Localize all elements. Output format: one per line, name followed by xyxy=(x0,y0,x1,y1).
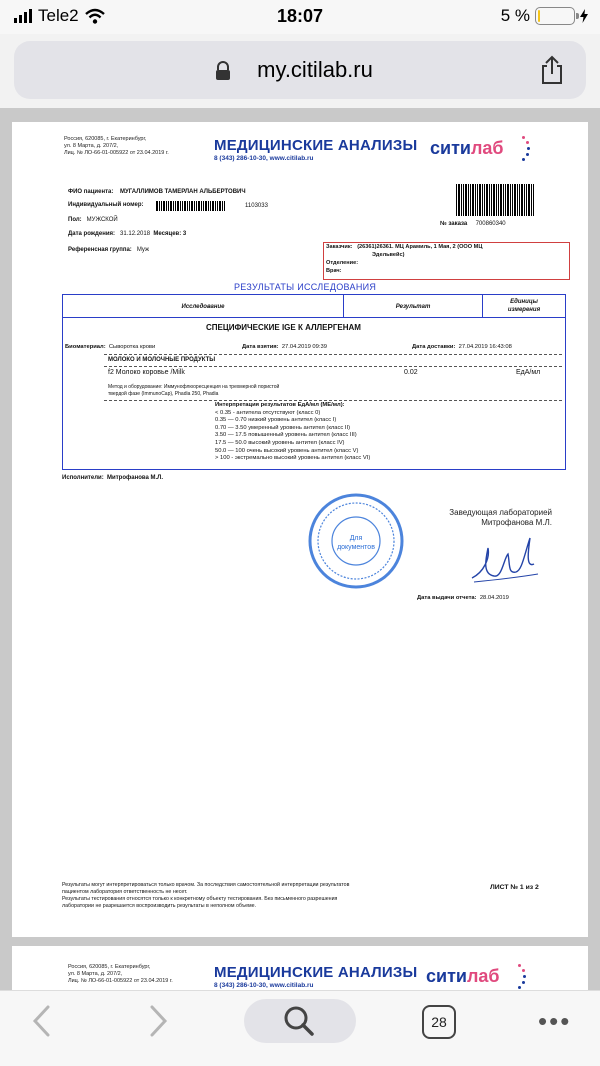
barcode-bar xyxy=(187,201,188,211)
barcode-bar xyxy=(180,201,181,211)
barcode-bar xyxy=(533,184,534,216)
barcode-bar xyxy=(224,201,225,211)
barcode-bar xyxy=(500,184,502,216)
lab-address: Россия, 620085, г. Екатеринбург, ул. 8 Марта, д. 207/2, Лиц. № ЛО-66-01-005922 от 23.04.2019 г. xyxy=(64,136,169,156)
test-result: 0.02 xyxy=(404,369,418,376)
barcode-bar xyxy=(205,201,207,211)
barcode-bar xyxy=(531,184,532,216)
birth-row: Дата рождения: 31.12.2018 Месяцев: 3 xyxy=(68,231,187,237)
pdf-viewer[interactable] xyxy=(0,108,600,990)
barcode-bar xyxy=(161,201,162,211)
barcode-bar xyxy=(166,201,167,211)
barcode-bar xyxy=(519,184,520,216)
customer-info: Заказчик: (26361)26361. МЦ Арамиль, 1 Мая, 2 (ООО МЦ Эдельвейс) Отделение: Врач: xyxy=(326,244,483,274)
barcode-bar xyxy=(217,201,218,211)
forward-icon[interactable] xyxy=(146,1003,170,1039)
barcode-bar xyxy=(486,184,488,216)
order-row: № заказа 700860340 xyxy=(440,221,506,227)
test-name: f2 Молоко коровье /Milk xyxy=(108,369,185,376)
citilab-logo-2: ситилаб xyxy=(426,966,500,986)
interpretation-block: Интерпретация результатов ЕдА/мл (МЕ/мл): < 0.35 - антитела отсутствуют (класс 0) 0.35 — 0.70 низкий уровень антител (класс I) 0.70 — 3.50 умеренный уровень антител (класс II) 3.50 — 17.5 повышенный уровень антител (класс III) 17.5 — 50.0 высокий уровень антител (класс IV) 50.0 — 100 очень высокий уровень антител (класс V) > 100 - экстремально высокий уровень антител (класс VI) xyxy=(215,402,371,462)
battery-percent: 5 % xyxy=(500,6,530,25)
report-page-2 xyxy=(12,946,588,990)
logo-dots-icon-2 xyxy=(516,964,526,988)
barcode-bar xyxy=(484,184,485,216)
results-title: РЕЗУЛЬТАТЫ ИССЛЕДОВАНИЯ xyxy=(234,282,377,292)
col-result: Результат xyxy=(395,304,431,310)
individual-number: 1103033 xyxy=(245,203,268,209)
back-icon[interactable] xyxy=(30,1003,54,1039)
carrier-name: Tele2 xyxy=(38,6,79,25)
share-icon[interactable] xyxy=(538,55,566,85)
barcode-bar xyxy=(458,184,460,216)
report-page-1 xyxy=(12,122,588,937)
stamp-icon xyxy=(306,491,406,591)
barcode-bar xyxy=(482,184,483,216)
barcode-bar xyxy=(184,201,186,211)
citilab-logo: ситилаб xyxy=(430,138,504,158)
url-text[interactable]: my.citilab.ru xyxy=(257,57,373,82)
barcode-bar xyxy=(493,184,495,216)
brand-title: МЕДИЦИНСКИЕ АНАЛИЗЫ xyxy=(214,137,418,154)
barcode-bar xyxy=(463,184,464,216)
barcode-bar xyxy=(456,184,457,216)
barcode-bar xyxy=(517,184,518,216)
barcode-bar xyxy=(173,201,174,211)
divider-3 xyxy=(104,400,562,401)
signature-icon xyxy=(464,528,544,588)
ref-group-row: Референсная группа: Муж xyxy=(68,247,149,253)
biomaterial-row: Биоматериал: Сыворотка крови xyxy=(65,344,156,350)
group-title: СПЕЦИФИЧЕСКИЕ IGE К АЛЛЕРГЕНАМ xyxy=(206,323,361,332)
barcode-bar xyxy=(475,184,476,216)
col-study: Исследование xyxy=(181,304,225,310)
barcode-bar xyxy=(196,201,197,211)
patient-row: ФИО пациента: МУГАЛЛИМОВ ТАМЕРЛАН АЛЬБЕРТОВИЧ xyxy=(68,189,246,195)
browser-toolbar xyxy=(0,990,600,1066)
barcode-bar xyxy=(175,201,176,211)
barcode-bar xyxy=(503,184,504,216)
individual-row: Индивидуальный номер: xyxy=(68,202,144,208)
sex-row: Пол: МУЖСКОЙ xyxy=(68,217,118,223)
battery-group xyxy=(501,6,588,26)
tabs-icon[interactable]: 28 xyxy=(422,1005,456,1039)
test-units: ЕдА/мл xyxy=(516,369,541,376)
barcode-bar xyxy=(191,201,193,211)
barcode-bar xyxy=(528,184,530,216)
barcode-bar xyxy=(512,184,513,216)
clock: 18:07 xyxy=(276,6,324,26)
barcode-bar xyxy=(203,201,204,211)
barcode-bar xyxy=(177,201,179,211)
issue-date-row: Дата выдачи отчета: 28.04.2019 xyxy=(417,595,509,601)
battery-icon xyxy=(535,7,575,25)
barcode-bar xyxy=(524,184,525,216)
charging-icon xyxy=(580,9,588,23)
brand-title-2: МЕДИЦИНСКИЕ АНАЛИЗЫ xyxy=(214,964,418,981)
barcode-bar xyxy=(470,184,471,216)
order-barcode xyxy=(456,184,534,216)
barcode-bar xyxy=(215,201,216,211)
barcode-bar xyxy=(210,201,211,211)
lab-address-2: Россия, 620085, г. Екатеринбург, ул. 8 Марта, д. 207/2, Лиц. № ЛО-66-01-005922 от 23.04.2019 г. xyxy=(68,964,173,984)
barcode-bar xyxy=(156,201,158,211)
barcode-bar xyxy=(163,201,165,211)
stamp-text-1: Для xyxy=(349,535,363,542)
brand-phone: 8 (343) 286-10-30, www.citilab.ru xyxy=(214,155,314,162)
barcode-bar xyxy=(222,201,223,211)
barcode-bar xyxy=(159,201,160,211)
barcode-bar xyxy=(465,184,467,216)
barcode-bar xyxy=(507,184,509,216)
delivered-row: Дата доставки: 27.04.2019 16:43:08 xyxy=(412,344,512,350)
barcode-bar xyxy=(170,201,172,211)
barcode-bar xyxy=(189,201,190,211)
barcode-bar xyxy=(194,201,195,211)
barcode-bar xyxy=(498,184,499,216)
barcode-bar xyxy=(496,184,497,216)
barcode-bar xyxy=(468,184,469,216)
address-bar[interactable] xyxy=(14,41,586,99)
stamp-text-2: документов xyxy=(337,544,375,551)
barcode-bar xyxy=(505,184,506,216)
taken-row: Дата взятия: 27.04.2019 09:39 xyxy=(242,344,327,350)
more-icon[interactable]: ••• xyxy=(538,1006,572,1036)
barcode-bar xyxy=(514,184,516,216)
col-units: Единицы измерения xyxy=(507,299,541,313)
barcode-bar xyxy=(461,184,462,216)
performers-row: Исполнители: Митрофанова М.Л. xyxy=(62,475,164,481)
barcode-bar xyxy=(491,184,492,216)
barcode-bar xyxy=(212,201,214,211)
barcode-bar xyxy=(472,184,474,216)
barcode-bar xyxy=(208,201,209,211)
table-header-divider xyxy=(62,317,566,318)
head-signature-block: Заведующая лабораторией Митрофанова М.Л. xyxy=(449,508,552,527)
barcode-bar xyxy=(526,184,527,216)
divider-1 xyxy=(104,354,562,355)
search-button[interactable] xyxy=(244,999,356,1043)
status-bar xyxy=(0,0,600,34)
brand-phone-2: 8 (343) 286-10-30, www.citilab.ru xyxy=(214,982,314,989)
barcode-bar xyxy=(477,184,478,216)
search-icon xyxy=(282,1005,316,1037)
method-text: Метод и оборудование: Иммунофлюоресценция на трехмерной пористой твердой фазе (ImmunoCap), Phadia 250, Phadia xyxy=(108,384,280,397)
barcode-bar xyxy=(198,201,200,211)
footer-disclaimer: Результаты могут интерпретироваться только врачом. За последствия самостоятельной интерпретации результатов пациентом лаборатория ответственность не несет. Результаты тестирования относятся только к конкретному объекту тестирования. Без письменного разрешения лаборатории не разрешается воспроизводить результаты в неполном объеме. xyxy=(62,882,350,909)
barcode-bar xyxy=(201,201,202,211)
barcode-bar xyxy=(510,184,511,216)
barcode-bar xyxy=(489,184,490,216)
barcode-bar xyxy=(168,201,169,211)
barcode-bar xyxy=(219,201,221,211)
divider-2 xyxy=(104,366,562,367)
barcode-bar xyxy=(182,201,183,211)
sheet-number: ЛИСТ № 1 из 2 xyxy=(490,884,539,891)
logo-dots-icon xyxy=(520,136,530,160)
subgroup-title: МОЛОКО И МОЛОЧНЫЕ ПРОДУКТЫ xyxy=(108,357,216,363)
patient-barcode xyxy=(156,201,225,211)
barcode-bar xyxy=(479,184,481,216)
barcode-bar xyxy=(521,184,523,216)
